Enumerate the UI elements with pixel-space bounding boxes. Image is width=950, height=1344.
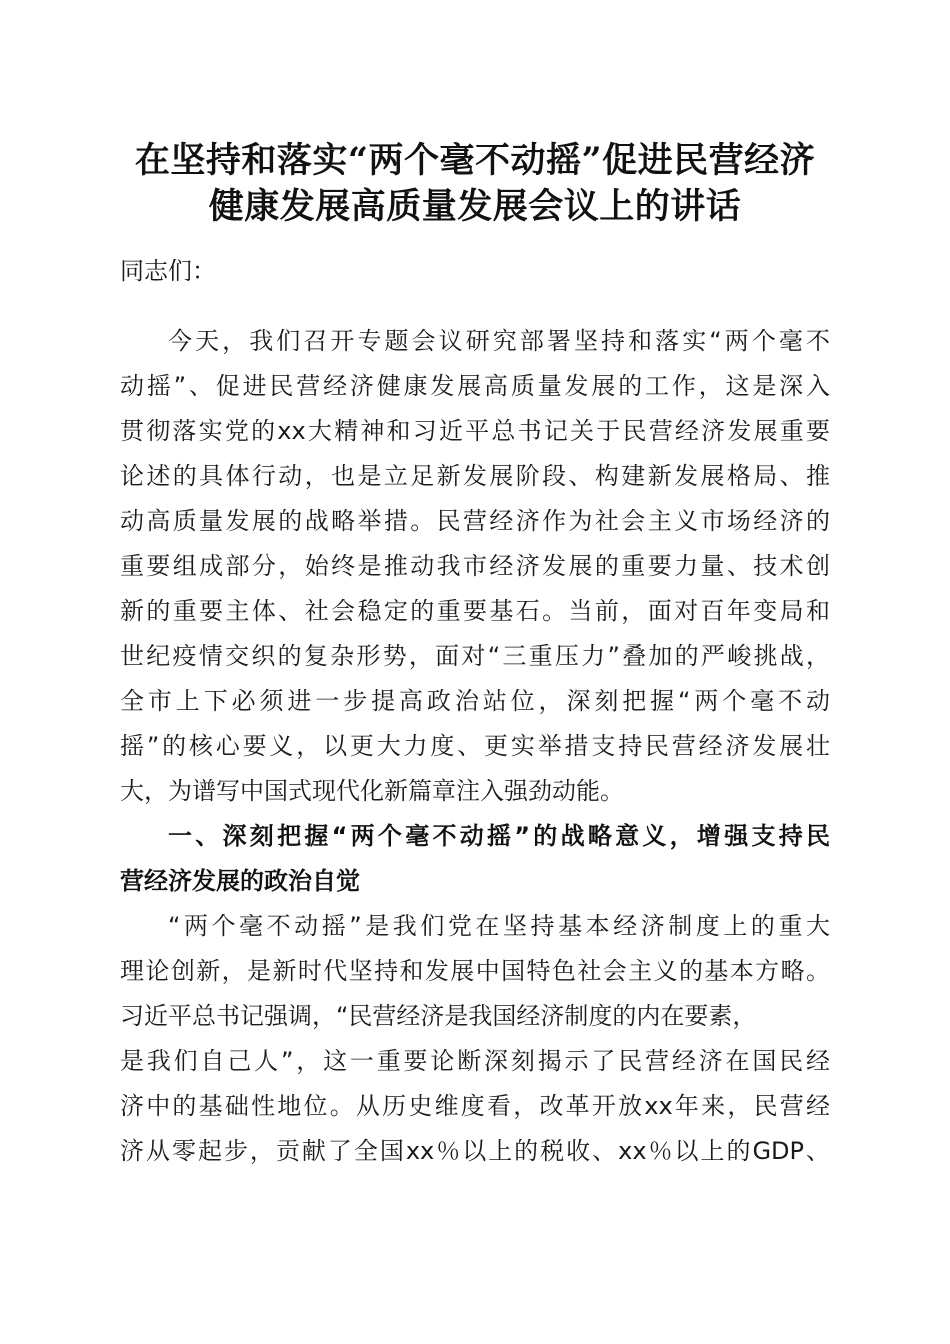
- paragraph-1-line: 动摇”、促进民营经济健康发展高质量发展的工作，这是深入: [120, 372, 830, 400]
- paragraph-1-line: 贯彻落实党的xx大精神和习近平总书记关于民营经济发展重要: [120, 417, 830, 445]
- paragraph-1-line: 论述的具体行动，也是立足新发展阶段、构建新发展格局、推: [120, 462, 830, 490]
- paragraph-1-line: 今天，我们召开专题会议研究部署坚持和落实“两个毫不: [168, 327, 830, 355]
- paragraph-2-line: 习近平总书记强调，“民营经济是我国经济制度的内在要素，: [120, 1002, 757, 1030]
- paragraph-1-line: 重要组成部分，始终是推动我市经济发展的重要力量、技术创: [120, 552, 830, 580]
- document-title-line-1: 在坚持和落实“两个毫不动摇”促进民营经济: [134, 140, 816, 181]
- paragraph-2-line: 济从零起步，贡献了全国xx％以上的税收、xx％以上的GDP、: [120, 1137, 830, 1165]
- section-heading-1: 一、深刻把握“两个毫不动摇”的战略意义，增强支持民: [168, 822, 830, 850]
- paragraph-1-line: 新的重要主体、社会稳定的重要基石。当前，面对百年变局和: [120, 597, 830, 625]
- salutation: 同志们：: [120, 257, 216, 285]
- document-title-line-2: 健康发展高质量发展会议上的讲话: [208, 186, 742, 227]
- paragraph-2-line: “两个毫不动摇”是我们党在坚持基本经济制度上的重大: [168, 912, 830, 940]
- paragraph-1-line: 摇”的核心要义，以更大力度、更实举措支持民营经济发展壮: [120, 732, 830, 760]
- paragraph-1-line: 世纪疫情交织的复杂形势，面对“三重压力”叠加的严峻挑战，: [120, 642, 830, 670]
- paragraph-1-line: 动高质量发展的战略举措。民营经济作为社会主义市场经济的: [120, 507, 830, 535]
- section-heading-1: 营经济发展的政治自觉: [120, 867, 360, 895]
- paragraph-1-line: 全市上下必须进一步提高政治站位，深刻把握“两个毫不动: [120, 687, 830, 715]
- paragraph-2-line: 济中的基础性地位。从历史维度看，改革开放xx年来，民营经: [120, 1092, 830, 1120]
- paragraph-1-line: 大，为谱写中国式现代化新篇章注入强劲动能。: [120, 777, 624, 805]
- paragraph-2-line: 理论创新，是新时代坚持和发展中国特色社会主义的基本方略。: [120, 957, 830, 985]
- paragraph-2-line: 是我们自己人”，这一重要论断深刻揭示了民营经济在国民经: [120, 1047, 830, 1075]
